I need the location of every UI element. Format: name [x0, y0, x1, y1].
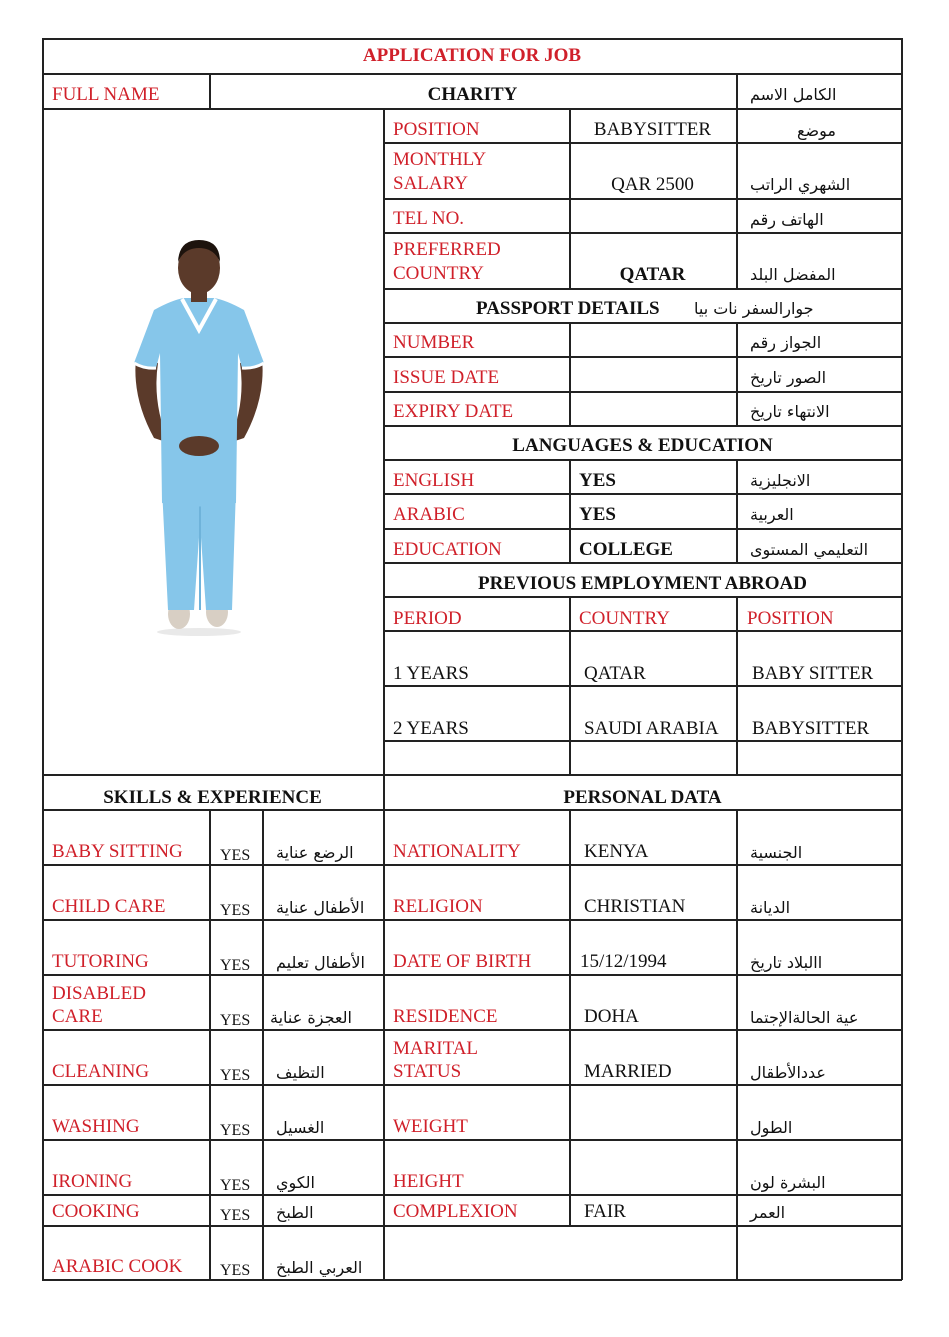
border-top — [42, 38, 902, 40]
skill-value: YES — [220, 1207, 251, 1224]
personal-arabic: الطول — [750, 1118, 793, 1137]
divider — [383, 232, 902, 234]
divider — [383, 108, 385, 1280]
divider — [383, 322, 902, 324]
expiry-date-label: EXPIRY DATE — [393, 401, 514, 422]
personal-label: DATE OF BIRTH — [393, 951, 532, 972]
personal-label: MARITAL — [393, 1038, 479, 1059]
divider — [383, 528, 902, 530]
border-left — [42, 38, 44, 1280]
divider — [383, 142, 902, 144]
divider — [42, 1029, 902, 1031]
personal-arabic: االبلاد تاريخ — [750, 953, 823, 972]
col-position: POSITION — [747, 608, 834, 629]
skill-arabic: الكوي — [276, 1173, 315, 1192]
skill-value: YES — [220, 847, 251, 864]
divider — [383, 740, 902, 742]
skill-arabic: العربي الطبخ — [276, 1258, 363, 1277]
divider — [42, 1225, 902, 1227]
employment-position: BABY SITTER — [752, 663, 874, 684]
personal-value: MARRIED — [584, 1061, 672, 1082]
divider — [42, 1139, 902, 1141]
skill-label: WASHING — [52, 1116, 140, 1137]
personal-arabic: البشرة لون — [750, 1173, 826, 1192]
skill-label: ARABIC COOK — [52, 1256, 183, 1277]
skills-heading: SKILLS & EXPERIENCE — [103, 787, 322, 808]
skill-value: YES — [220, 1177, 251, 1194]
employment-heading: PREVIOUS EMPLOYMENT ABROAD — [477, 573, 807, 594]
divider — [262, 809, 264, 1280]
employment-period: 1 YEARS — [393, 663, 469, 684]
issue-date-label: ISSUE DATE — [393, 367, 500, 388]
preferred-country-arabic: المفضل البلد — [750, 265, 836, 284]
arabic-value: YES — [579, 504, 616, 525]
divider — [383, 562, 902, 564]
divider — [736, 809, 738, 1280]
divider — [383, 391, 902, 393]
personal-label: NATIONALITY — [393, 841, 521, 862]
divider — [383, 685, 902, 687]
divider — [736, 73, 738, 108]
employment-country: SAUDI ARABIA — [584, 718, 719, 739]
col-period: PERIOD — [393, 608, 462, 629]
preferred-country-value: QATAR — [619, 264, 686, 285]
position-label: POSITION — [393, 119, 480, 140]
personal-label: WEIGHT — [393, 1116, 468, 1137]
arabic-label: ARABIC — [393, 504, 465, 525]
divider — [42, 108, 902, 110]
divider — [42, 864, 902, 866]
skill-arabic: التظيف — [276, 1063, 325, 1082]
divider — [42, 73, 902, 75]
position-value: BABYSITTER — [593, 119, 712, 140]
position-arabic: موضع — [797, 121, 836, 140]
divider — [383, 493, 902, 495]
personal-label: COMPLEXION — [393, 1201, 518, 1222]
personal-value: KENYA — [584, 841, 649, 862]
personal-arabic: عددالأطقال — [750, 1063, 826, 1082]
personal-label: HEIGHT — [393, 1171, 464, 1192]
issue-date-arabic: الصور تاريخ — [750, 368, 827, 387]
full-name-arabic: الكامل الاسم — [750, 85, 837, 104]
personal-arabic: الديانة — [750, 898, 791, 917]
personal-label: RELIGION — [393, 896, 483, 917]
personal-heading: PERSONAL DATA — [563, 787, 722, 808]
english-arabic: الانجليزية — [750, 471, 811, 490]
divider — [383, 459, 902, 461]
divider — [569, 809, 571, 1225]
tel-label: TEL NO. — [393, 208, 465, 229]
personal-value: DOHA — [584, 1006, 639, 1027]
full-name-value: CHARITY — [427, 84, 518, 105]
expiry-date-arabic: الانتهاء تاريخ — [750, 402, 830, 421]
skill-value: YES — [220, 1012, 251, 1029]
passport-number-label: NUMBER — [393, 332, 475, 353]
skill-label-2: CARE — [52, 1006, 103, 1027]
skill-label: IRONING — [52, 1171, 133, 1192]
skill-value: YES — [220, 1067, 251, 1084]
border-bottom — [42, 1279, 902, 1281]
education-arabic: التعليمي المستوى — [750, 540, 869, 559]
skill-label: CLEANING — [52, 1061, 150, 1082]
employment-period: 2 YEARS — [393, 718, 469, 739]
skill-value: YES — [220, 957, 251, 974]
arabic-arabic: العربية — [750, 505, 794, 524]
divider — [42, 974, 902, 976]
divider — [383, 425, 902, 427]
personal-arabic: العمر — [750, 1203, 786, 1222]
personal-arabic: عية الحالةالإجتما — [750, 1008, 859, 1027]
full-name-label: FULL NAME — [52, 84, 160, 105]
skill-arabic: الغسيل — [276, 1118, 325, 1137]
border-right — [901, 38, 903, 1280]
personal-value: 15/12/1994 — [580, 951, 667, 972]
divider — [42, 1194, 902, 1196]
passport-heading-arabic: جوارالسفر نات بيا — [694, 299, 814, 318]
divider — [569, 459, 571, 562]
personal-value: FAIR — [584, 1201, 626, 1222]
skill-value: YES — [220, 1262, 251, 1279]
skill-arabic: الطبخ — [276, 1203, 314, 1222]
skill-label: COOKING — [52, 1201, 140, 1222]
salary-label-2: SALARY — [393, 173, 468, 194]
preferred-country-label-2: COUNTRY — [393, 263, 484, 284]
salary-arabic: الشهري الراتب — [750, 175, 851, 194]
applicant-photo — [124, 238, 274, 638]
divider — [42, 774, 902, 776]
personal-arabic: الجنسية — [750, 843, 803, 862]
salary-value: QAR 2500 — [611, 174, 694, 195]
education-label: EDUCATION — [393, 539, 502, 560]
skill-arabic: الأطفال عناية — [276, 898, 365, 917]
skill-arabic: العجزة عناية — [270, 1008, 352, 1027]
form-title: APPLICATION FOR JOB — [362, 45, 582, 66]
salary-label: MONTHLY — [393, 149, 487, 170]
divider — [383, 630, 902, 632]
education-value: COLLEGE — [579, 539, 673, 560]
divider — [569, 322, 571, 425]
personal-label: RESIDENCE — [393, 1006, 498, 1027]
employment-position: BABYSITTER — [752, 718, 870, 739]
divider — [383, 356, 902, 358]
passport-heading: PASSPORT DETAILS — [476, 298, 660, 319]
divider — [383, 288, 902, 290]
divider — [42, 1084, 902, 1086]
english-value: YES — [579, 470, 616, 491]
divider — [42, 809, 902, 811]
employment-country: QATAR — [584, 663, 646, 684]
passport-number-arabic: الجواز رقم — [750, 333, 822, 352]
personal-value: CHRISTIAN — [584, 896, 686, 917]
divider — [209, 809, 211, 1280]
divider — [736, 459, 738, 562]
skill-label: BABY SITTING — [52, 841, 183, 862]
personal-label-2: STATUS — [393, 1061, 462, 1082]
skill-arabic: الرضع عناية — [276, 843, 354, 862]
preferred-country-label: PREFERRED — [393, 239, 501, 260]
divider — [383, 596, 902, 598]
col-country: COUNTRY — [579, 608, 670, 629]
application-form — [42, 38, 902, 1280]
skill-label: TUTORING — [52, 951, 149, 972]
skill-label: DISABLED — [52, 983, 146, 1004]
divider — [383, 198, 902, 200]
divider — [42, 919, 902, 921]
skill-value: YES — [220, 902, 251, 919]
tel-arabic: الهاتف رقم — [750, 210, 824, 229]
english-label: ENGLISH — [393, 470, 475, 491]
skill-value: YES — [220, 1122, 251, 1139]
skill-arabic: الأطفال تعليم — [276, 953, 365, 972]
divider — [736, 322, 738, 425]
skill-label: CHILD CARE — [52, 896, 166, 917]
languages-heading: LANGUAGES & EDUCATION — [512, 435, 773, 456]
